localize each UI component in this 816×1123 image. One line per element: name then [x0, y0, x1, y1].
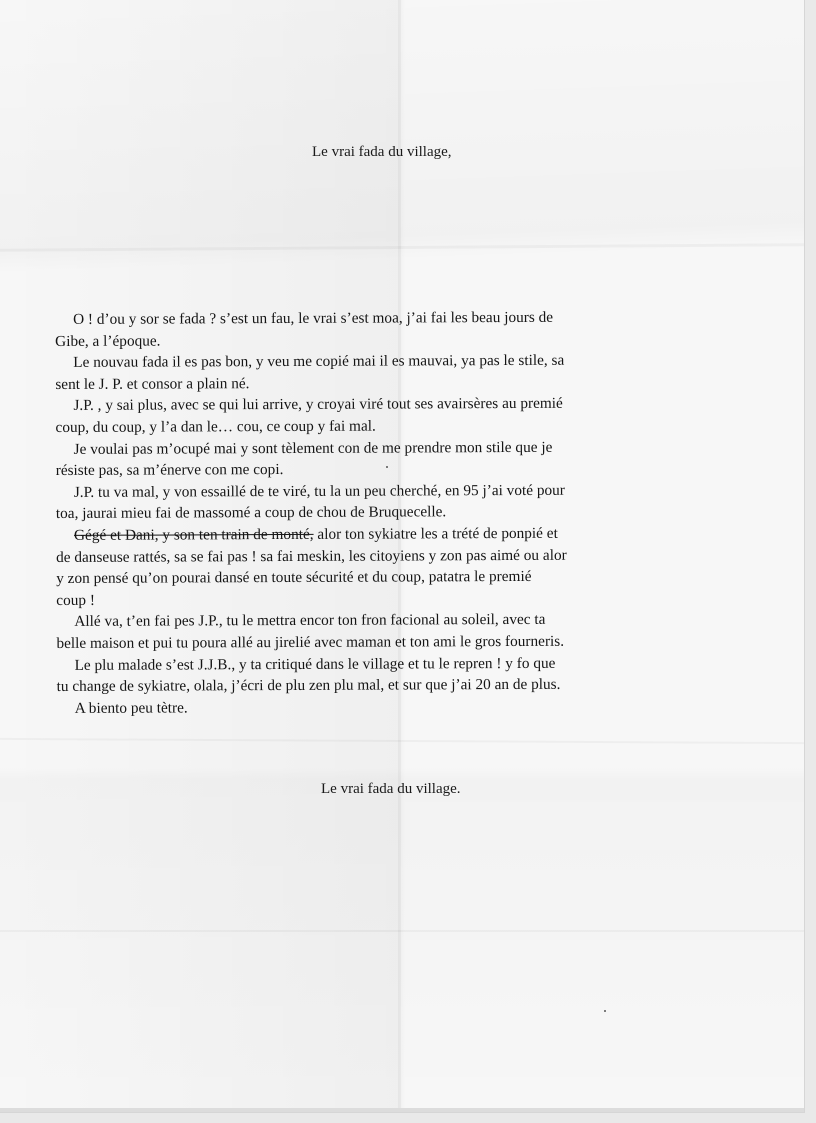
- letter-line: Le plu malade s’est J.J.B., y ta critiqué dans le village et tu le repren ! y fo que: [74, 654, 556, 674]
- letter-line: belle maison et pui tu poura allé au jirelié avec maman et ton ami le gros fourneris.: [56, 632, 565, 652]
- letter-line: A biento peu tètre.: [74, 699, 188, 717]
- paper-bottom-edge: [0, 1108, 804, 1112]
- letter-line: sent le J. P. et consor a plain né.: [55, 374, 250, 393]
- letter-line-struck: [56, 522, 696, 546]
- letter-line: résiste pas, sa m’énerve con me copi.: [55, 461, 284, 480]
- footer-signature: Le vrai fada du village.: [321, 781, 461, 797]
- letter-line: J.P. tu va mal, y von essaillé de te viré, tu la un peu cherché, en 95 j’ai voté pour: [73, 481, 565, 501]
- letter-line-rest: alor ton sykiatre les a trété de ponpié et: [313, 524, 558, 543]
- paper-fold-middle: [0, 738, 804, 744]
- letter-line: toa, jaurai mieu fai de massomé a coup de chou de Bruquecelle.: [55, 503, 447, 523]
- paper-speck: [386, 466, 388, 468]
- letter-line: Le nouvau fada il es pas bon, y veu me copié mai il es mauvai, ya pas le stile, sa: [73, 351, 565, 372]
- paper-speck: [604, 1010, 606, 1012]
- letter-line: Allé va, t’en fai pes J.P., tu le mettra encor ton fron facional au soleil, avec ta: [74, 611, 546, 631]
- letter-line: coup !: [56, 591, 95, 609]
- letter-line: de danseuse rattés, sa se fai pas ! sa fai meskin, les citoyiens y zon pas aimé ou alor: [56, 546, 567, 566]
- paper-fold-upper: [0, 243, 804, 252]
- letter-body: [55, 306, 697, 719]
- header-signature: Le vrai fada du village,: [312, 144, 452, 160]
- paper-fold-lower: [0, 930, 804, 932]
- letter-line: tu change de sykiatre, olala, j’écri de plu zen plu mal, et sur que j’ai 20 an de plus.: [56, 675, 561, 696]
- letter-line: J.P. , y sai plus, avec se qui lui arrive, y croyai viré tout ses avairsères au premié: [73, 395, 563, 415]
- letter-line: y zon pensé qu’on pourai dansé en toute sécurité et du coup, patatra le premié: [56, 568, 532, 588]
- letter-line: Gibe, a l’époque.: [55, 332, 161, 350]
- struck-through-text: Gégé et Dani, y son ten train de monté,: [73, 525, 314, 544]
- letter-line: Je voulai pas m’ocupé mai y sont tèlement con de me prendre mon stile que je: [73, 438, 553, 458]
- letter-line: coup, du coup, y l’a dan le… cou, ce coup y fai mal.: [55, 417, 376, 436]
- letter-line: O ! d’ou y sor se fada ? s’est un fau, le vrai s’est moa, j’ai fai les beau jours de: [73, 308, 554, 328]
